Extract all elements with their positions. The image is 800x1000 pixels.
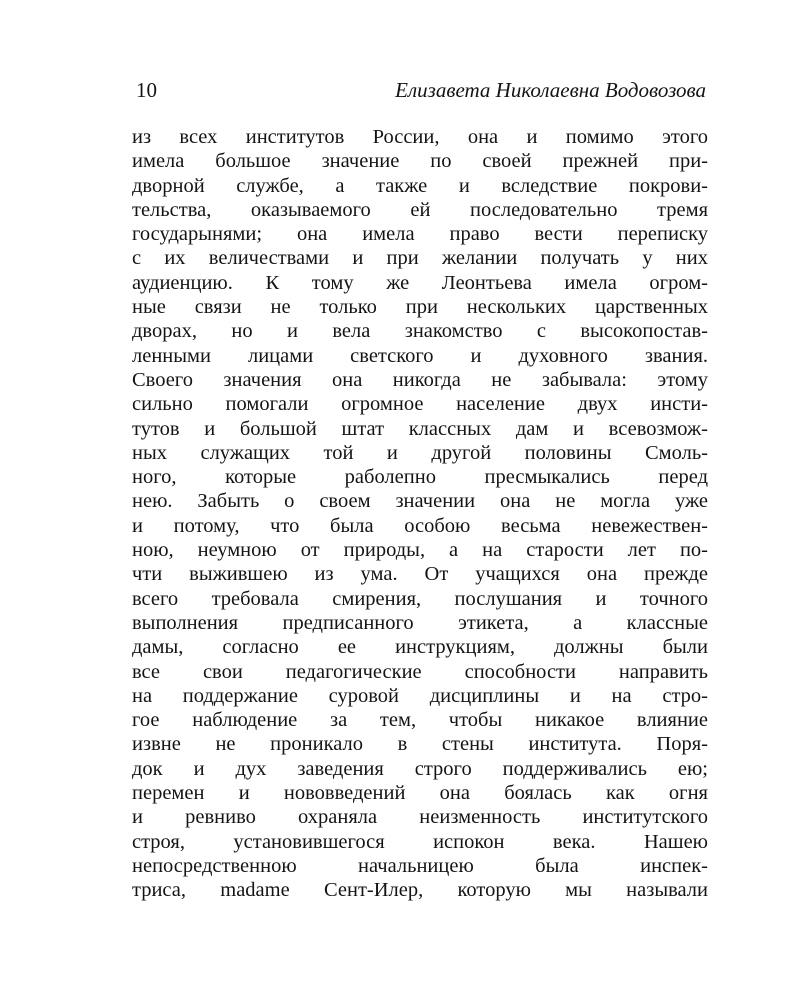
text-line: чти выжившею из ума. От учащихся она прежде <box>132 563 708 586</box>
running-head <box>136 75 706 105</box>
text-line: выполнения предписанного этикета, а классные <box>132 611 708 634</box>
text-line: гое наблюдение за тем, чтобы никакое влияние <box>132 709 708 732</box>
text-line: из всех институтов России, она и помимо этого <box>132 126 708 148</box>
text-line: извне не проникало в стены института. Поря- <box>132 733 708 756</box>
text-line: с их величествами и при желании получать у них <box>132 247 708 270</box>
text-line: дамы, согласно ее инструкциям, должны были <box>132 636 708 659</box>
text-line: док и дух заведения строго поддерживались ею; <box>132 757 708 780</box>
text-line: тутов и большой штат классных дам и всевозмож- <box>132 417 708 440</box>
text-line: имела большое значение по своей прежней при- <box>132 150 708 173</box>
text-line: ленными лицами светского и духовного звания. <box>132 344 708 367</box>
text-line: сильно помогали огромное население двух инсти- <box>132 393 708 416</box>
text-line: дворах, но и вела знакомство с высокопостав- <box>132 320 708 343</box>
text-line: все свои педагогические способности направить <box>132 660 708 683</box>
text-line: непосредственною начальницею была инспек- <box>132 854 708 877</box>
text-line: Своего значения она никогда не забывала: этому <box>132 368 708 391</box>
text-line: строя, установившегося испокон века. Нашею <box>132 830 708 853</box>
text-line: на поддержание суровой дисциплины и на стро- <box>132 684 708 707</box>
running-title: Елизавета Николаевна Водовозова <box>395 78 706 102</box>
text-line: триса, madame Сент-Илер, которую мы называли <box>132 879 708 902</box>
text-line: государынями; она имела право вести переписку <box>132 223 708 246</box>
page-number: 10 <box>136 78 157 102</box>
text-line: ные связи не только при нескольких царственных <box>132 296 708 319</box>
text-line: аудиенцию. К тому же Леонтьева имела огром- <box>132 271 708 294</box>
text-line: и потому, что была особою весьма невежествен- <box>132 514 708 537</box>
text-line: ных служащих той и другой половины Смоль- <box>132 441 708 464</box>
text-line: ною, неумною от природы, а на старости лет по- <box>132 539 708 562</box>
body-text <box>132 125 708 903</box>
text-line: всего требовала смирения, послушания и точного <box>132 587 708 610</box>
text-line: ного, которые раболепно пресмыкались перед <box>132 466 708 489</box>
text-line: нею. Забыть о своем значении она не могла уже <box>132 490 708 513</box>
text-line: и ревниво охраняла неизменность институтского <box>132 806 708 829</box>
text-line: перемен и нововведений она боялась как огня <box>132 782 708 805</box>
text-line: дворной службе, а также и вследствие покрови- <box>132 174 708 197</box>
text-line: тельства, оказываемого ей последовательно тремя <box>132 198 708 221</box>
